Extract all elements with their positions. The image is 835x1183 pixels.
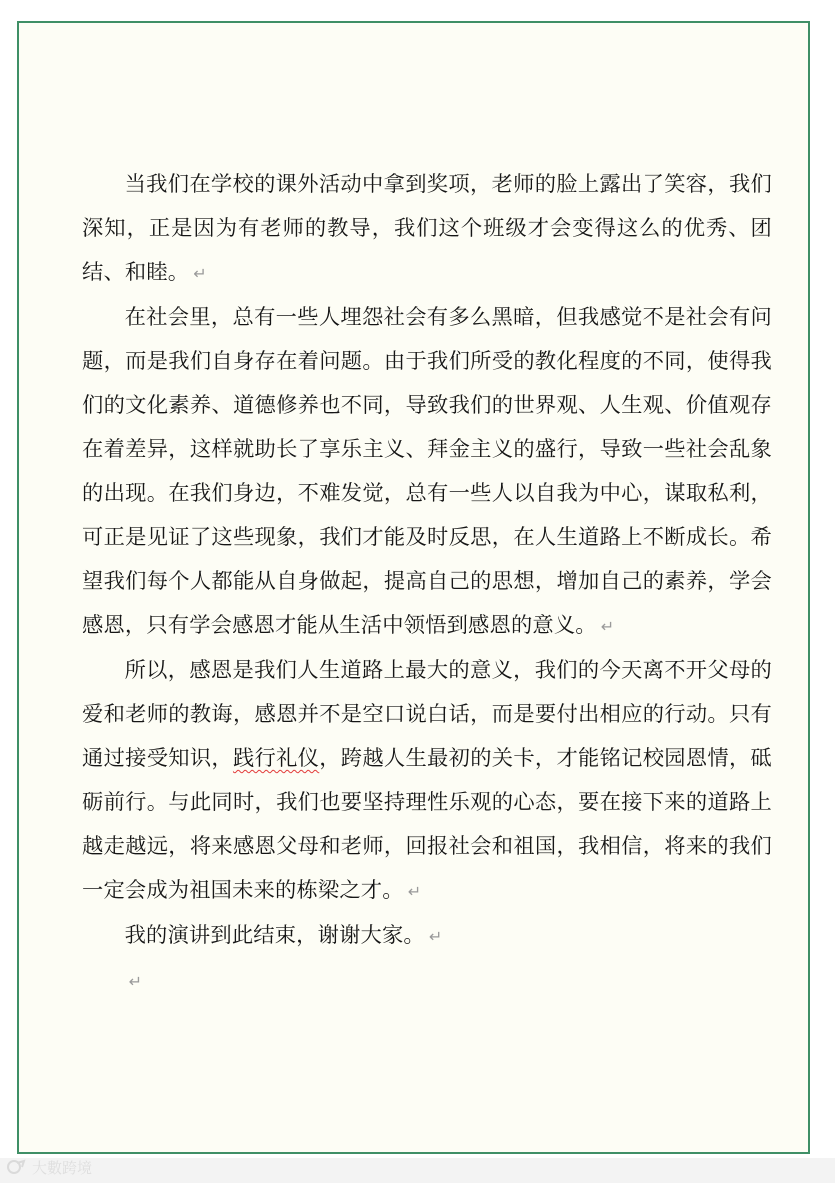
paragraph-mark-icon: ↵ — [128, 972, 143, 991]
paragraph-2-text: 在社会里，总有一些人埋怨社会有多么黑暗，但我感觉不是社会有问题，而是我们自身存在着问题。由于我们所受的教化程度的不同，使得我们的文化素养、道德修养也不同，导致我们的世界观、人生观、价值观存在着差异，这样就助长了享乐主义、拜金主义的盛行，导致一些社会乱象的出现。在我们身边，不难发觉，总有一些人以自我为中心，谋取私利，可正是见证了这些现象，我们才能及时反思，在人生道路上不断成长。希望我们每个人都能从自身做起，提高自己的思想，增加自己的素养，学会感恩，只有学会感恩才能从生活中领悟到感恩的意义。 — [82, 305, 772, 638]
paragraph-2[interactable] — [82, 296, 772, 649]
page-bottom-gutter — [0, 1158, 835, 1183]
paragraph-mark-icon: ↵ — [193, 264, 207, 283]
watermark — [6, 1156, 92, 1178]
paragraph-3[interactable] — [82, 649, 772, 914]
paragraph-3-text-before: 所以，感恩是我们人生道路上最大的意义，我们的今天离不开父母的爱和老师的教诲，感恩并不是空口说白话，而是要付出相应的行动。只有通过接受知识， — [82, 658, 772, 771]
paragraph-4[interactable] — [82, 914, 772, 959]
watermark-logo-icon — [6, 1158, 28, 1176]
document-body[interactable] — [82, 163, 772, 1003]
paragraph-mark-icon: ↵ — [600, 617, 615, 636]
watermark-text: 大數跨境 — [32, 1158, 93, 1177]
paragraph-mark-icon: ↵ — [428, 927, 443, 946]
paragraph-3-text-after: ，跨越人生最初的关卡，才能铭记校园恩情，砥砺前行。与此同时，我们也要坚持理性乐观的心态，要在接下来的道路上越走越远，将来感恩父母和老师，回报社会和祖国，我相信，将来的我们一定会成为祖国未来的栋梁之才。 — [82, 746, 772, 903]
paragraph-1[interactable] — [82, 163, 772, 296]
empty-paragraph[interactable] — [82, 959, 772, 1003]
paragraph-4-text: 我的演讲到此结束，谢谢大家。 — [124, 923, 425, 948]
paragraph-1-text: 当我们在学校的课外活动中拿到奖项，老师的脸上露出了笑容，我们深知，正是因为有老师的教导，我们这个班级才会变得这么的优秀、团结、和睦。 — [82, 172, 772, 285]
paragraph-mark-icon: ↵ — [407, 882, 422, 901]
spellcheck-flagged-word[interactable]: 践行礼仪 — [232, 746, 320, 771]
